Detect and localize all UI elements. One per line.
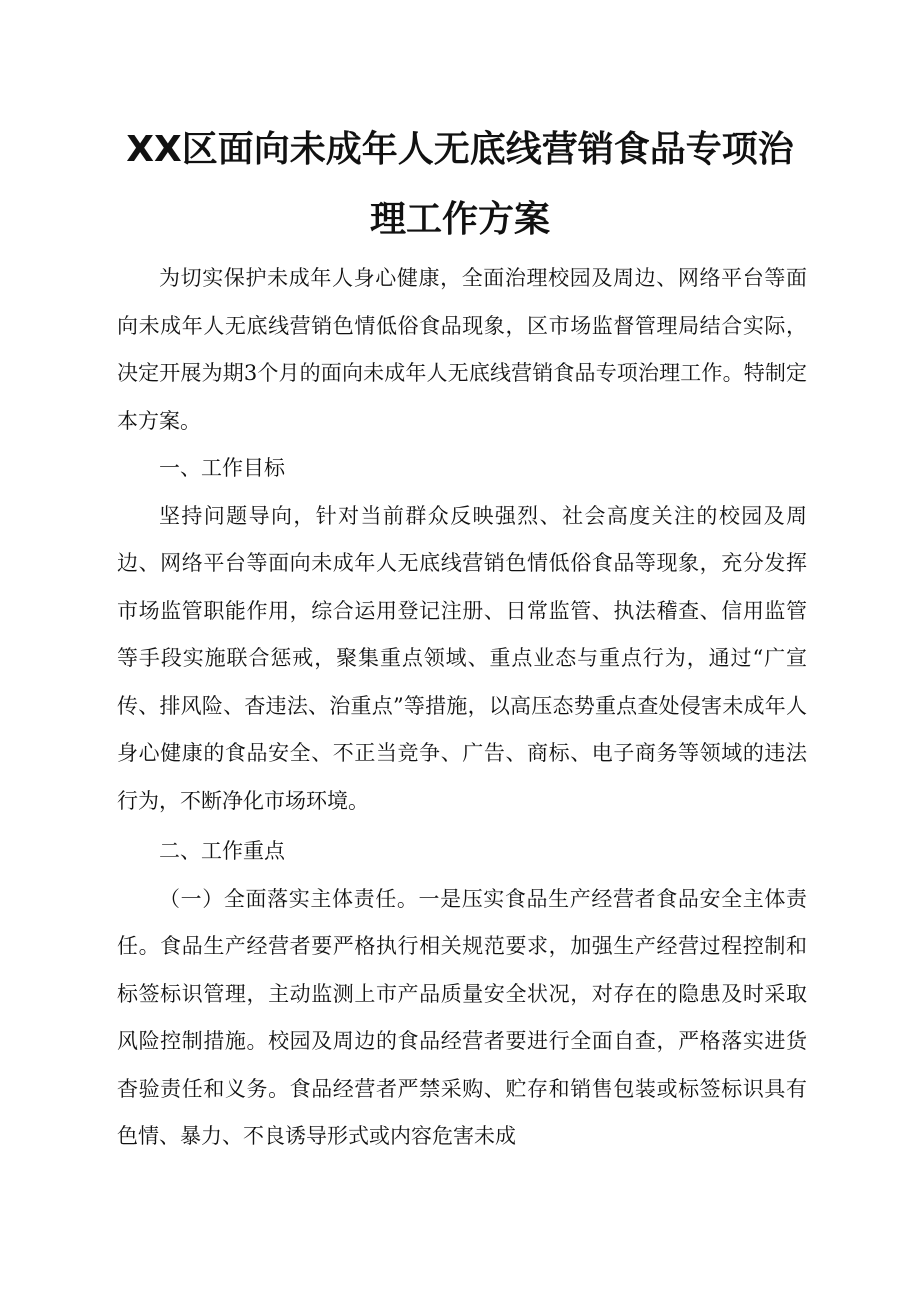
work-goal-paragraph: 坚持问题导向，针对当前群众反映强烈、社会高度关注的校园及周边、网络平台等面向未成年人无底线营销色情低俗食品等现象，充分发挥市场监管职能作用，综合运用登记注册、日常监管、执法稽查、信用监管等手段实施联合惩戒，聚集重点领域、重点业态与重点行为，通过“广宣传、排风险、杳违法、治重点”等措施，以高压态势重点查处侵害未成年人身心健康的食品安全、不正当竞争、广告、商标、电子商务等领域的违法行为，不断净化市场环境。 xyxy=(117,503,807,813)
document-title-line-1: XX区面向未成年人无底线营销食品专项治 xyxy=(126,129,794,170)
intro-paragraph: 为切实保护未成年人身心健康，全面治理校园及周边、网络平台等面向未成年人无底线营销色情低俗食品现象，区市场监督管理局结合实际，决定开展为期3个月的面向未成年人无底线营销食品专项治理工作。特制定本方案。 xyxy=(117,266,807,433)
document-title-line-2: 理工作方案 xyxy=(369,199,550,240)
section-heading-work-goal: 一、工作目标 xyxy=(159,456,285,480)
section-heading-work-focus: 二、工作重点 xyxy=(159,839,285,863)
work-focus-paragraph: （一）全面落实主体责任。一是压实食品生产经营者食品安全主体责任。食品生产经营者要严格执行相关规范要求，加强生产经营过程控制和标签标识管理，主动监测上市产品质量安全状况，对存在的隐患及时采取风险控制措施。校园及周边的食品经营者要进行全面自查，严格落实进货杳验责任和义务。食品经营者严禁采购、贮存和销售包装或标签标识具有色情、暴力、不良诱导形式或内容危害未成 xyxy=(117,886,807,1148)
document-body xyxy=(117,255,807,1161)
